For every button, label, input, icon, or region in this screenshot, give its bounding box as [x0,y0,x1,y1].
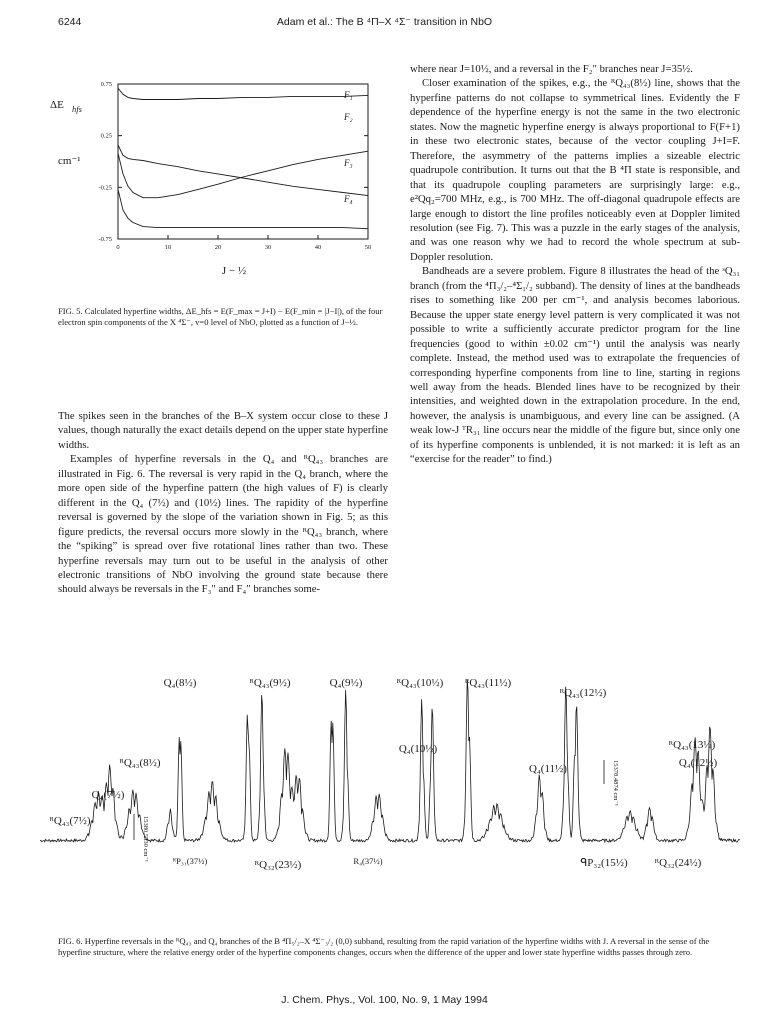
peak-label: ᴿP₃₁(37½) [172,856,208,866]
figure-5-caption: FIG. 5. Calculated hyperfine widths, ΔE_hfs = E(F_max = J+I) − E(F_min = |J−I|), of the four electron spin components of the X ⁴Σ⁻, v=0 level of NbO, plotted as a function of J−½. [58,306,383,327]
x-tick-label: 30 [264,244,272,251]
peak-label: ᴿQ₄₃(7½) [49,815,91,827]
peak-label: Q₄(11½) [529,763,567,775]
figure-6 [30,664,746,879]
peak-label: ᑫP₃₂(15½) [580,857,628,869]
curve-2 [118,145,368,196]
curve-label: F₂ [344,112,353,122]
wavenumber-mark: 15378.4874 cm⁻¹ [612,760,619,806]
figure-6-spectrum [30,664,746,879]
paragraph: Examples of hyperfine reversals in the Q₄ and ᴿQ₄₃ branches are illustrated in Fig. 6. The reversal is very rapid in the Q₄ branch, where the more open side of the hyperfine pattern (the high values of F) is clearly different in the Q₄ (7½) and (10½) lines. The rapidity of the hyperfine reversal is governed by the slope of the variation shown in Fig. 5; as this figure predicts, the reversal occurs more slowly in the ᴿQ₄₃ branch, where the “spiking” is spread over five rotational lines rather than two. These hyperfine reversals may turn out to be useful in the analysis of other electronic transitions of NbO involving the ground state because there should always be reversals in the F₃″ and F₄″ branches some- [58,453,388,596]
figure-5-chart [38,64,378,309]
x-tick-label: 0 [116,244,120,251]
peak-label: Q₄(8½) [163,677,197,689]
y-tick-label: -0.75 [98,236,112,243]
paragraph: Bandheads are a severe problem. Figure 8 illustrates the head of the ˢQ₃₁ branch (from the ⁴Π₃/₂–⁴Σ₁/₂ subband). The density of lines at the bandheads rises to something like 200 per cm⁻¹, and analysis becomes laborious. Because the upper state energy level pattern is very complicated it was not possible to write a sufficiently accurate predictor program for the line frequencies (good to within ±0.02 cm⁻¹) until the analysis was nearly complete. Instead, the method used was to extrapolate the frequencies of corresponding hyperfine components from line to line, starting in regions well away from the heads. Blended lines have to be recognized by their intensities, and weighted down in the extrapolation procedure. In the end, however, the analysis is unambiguous, and every line can be assigned. (A weak low-J ᵀR₃₁ line occurs near the middle of the figure but, since only one of its hyperfine components is unblended, it is not marked: it is left as an “exercise for the reader” to find.) [410,265,740,466]
plot-frame [118,84,368,239]
curve-1 [118,88,368,99]
x-tick-label: 10 [164,244,172,251]
peak-label: Q₄(12½) [678,757,718,769]
paragraph: Closer examination of the spikes, e.g., the ᴿQ₄₃(8½) line, shows that the hyperfine patterns do not collapse to symmetrical lines. Evidently the F dependence of the hyperfine energy is not the same in the two electronic states. Now the magnetic hyperfine energy is always proportional to F(F+1) in these two electronic states, because of the vector coupling J+I=F. Therefore, the asymmetry of the patterns implies a sizeable electric quadrupole contribution. It turns out that the B ⁴Π state is responsible, and that its quadrupole coupling parameters are surprisingly large: e.g., e²Qq₂=700 MHz, e.g., is 700 MHz. The off-diagonal quadrupole effects are large enough to distort the line profiles noticeably even at Doppler limited resolution (see Fig. 7). This was a puzzle in the early stages of the analysis, and was one reason why we had to record the whole spectrum at sub-Doppler resolution. [410,77,740,263]
peak-label: ᴿQ₄₃(9½) [249,677,291,689]
x-label: J − ½ [221,265,247,277]
journal-footer: J. Chem. Phys., Vol. 100, No. 9, 1 May 1994 [281,994,488,1006]
peak-label: ᴿQ₄₃(12½) [559,687,607,699]
x-tick-label: 40 [314,244,322,251]
peak-label: ᴿQ₄₃(10½) [396,677,444,689]
running-title: Adam et al.: The B ⁴Π–X ⁴Σ⁻ transition in NbO [276,16,493,28]
left-column [58,409,388,597]
peak-label: ᴿQ₄₃(13½) [668,739,716,751]
paragraph: The spikes seen in the branches of the B–X system occur close to these J values, though naturally the exact details depend on the upper state hyperfine widths. [58,410,389,451]
peak-label: R₄(37½) [353,856,383,866]
right-column [410,62,740,467]
peak-label: Q₄(10½) [398,743,438,755]
y-label-sub: hfs [72,104,82,114]
curve-label: F₁ [344,90,353,100]
peak-label: Q₄(7½) [91,789,125,801]
y-tick-label: -0.25 [98,184,112,192]
peak-label: ᴿQ₄₃(11½) [464,677,512,689]
x-tick-label: 50 [364,244,372,251]
y-tick-label: 0.25 [100,132,112,140]
curve-label: F₃ [344,158,353,168]
wavenumber-mark: 15380.5530 cm⁻¹ [142,816,149,862]
curve-4 [118,189,368,228]
peak-label: ᴿQ₄₃(8½) [119,757,161,769]
peak-label: ᴿQ₃₂(24½) [654,857,702,869]
page-number: 6244 [58,16,82,28]
peak-label: ᴿQ₃₂(23½) [254,859,302,871]
figure-6-caption: FIG. 6. Hyperfine reversals in the ᴿQ₄₃ and Q₄ branches of the B ⁴Π₅/₂–X ⁴Σ⁻₃/₂ (0,0) subband, resulting from the rapid variation of the hyperfine widths with J. A reversal in the sense of the hyperfine structure, where the relative energy order of the hyperfine components changes, occurs when the difference of the upper and lower state hyperfine widths passes through zero. [58,936,710,957]
figure-5 [38,64,378,309]
y-tick-label: 0.75 [100,81,112,88]
x-tick-label: 20 [214,244,222,251]
y-unit: cm⁻¹ [58,155,81,167]
y-label-top: ΔE [50,99,64,111]
curve-label: F₄ [344,194,353,204]
paragraph: where near J=10½, and a reversal in the F₂″ branches near J=35½. [410,63,693,75]
peak-label: Q₄(9½) [329,677,363,689]
